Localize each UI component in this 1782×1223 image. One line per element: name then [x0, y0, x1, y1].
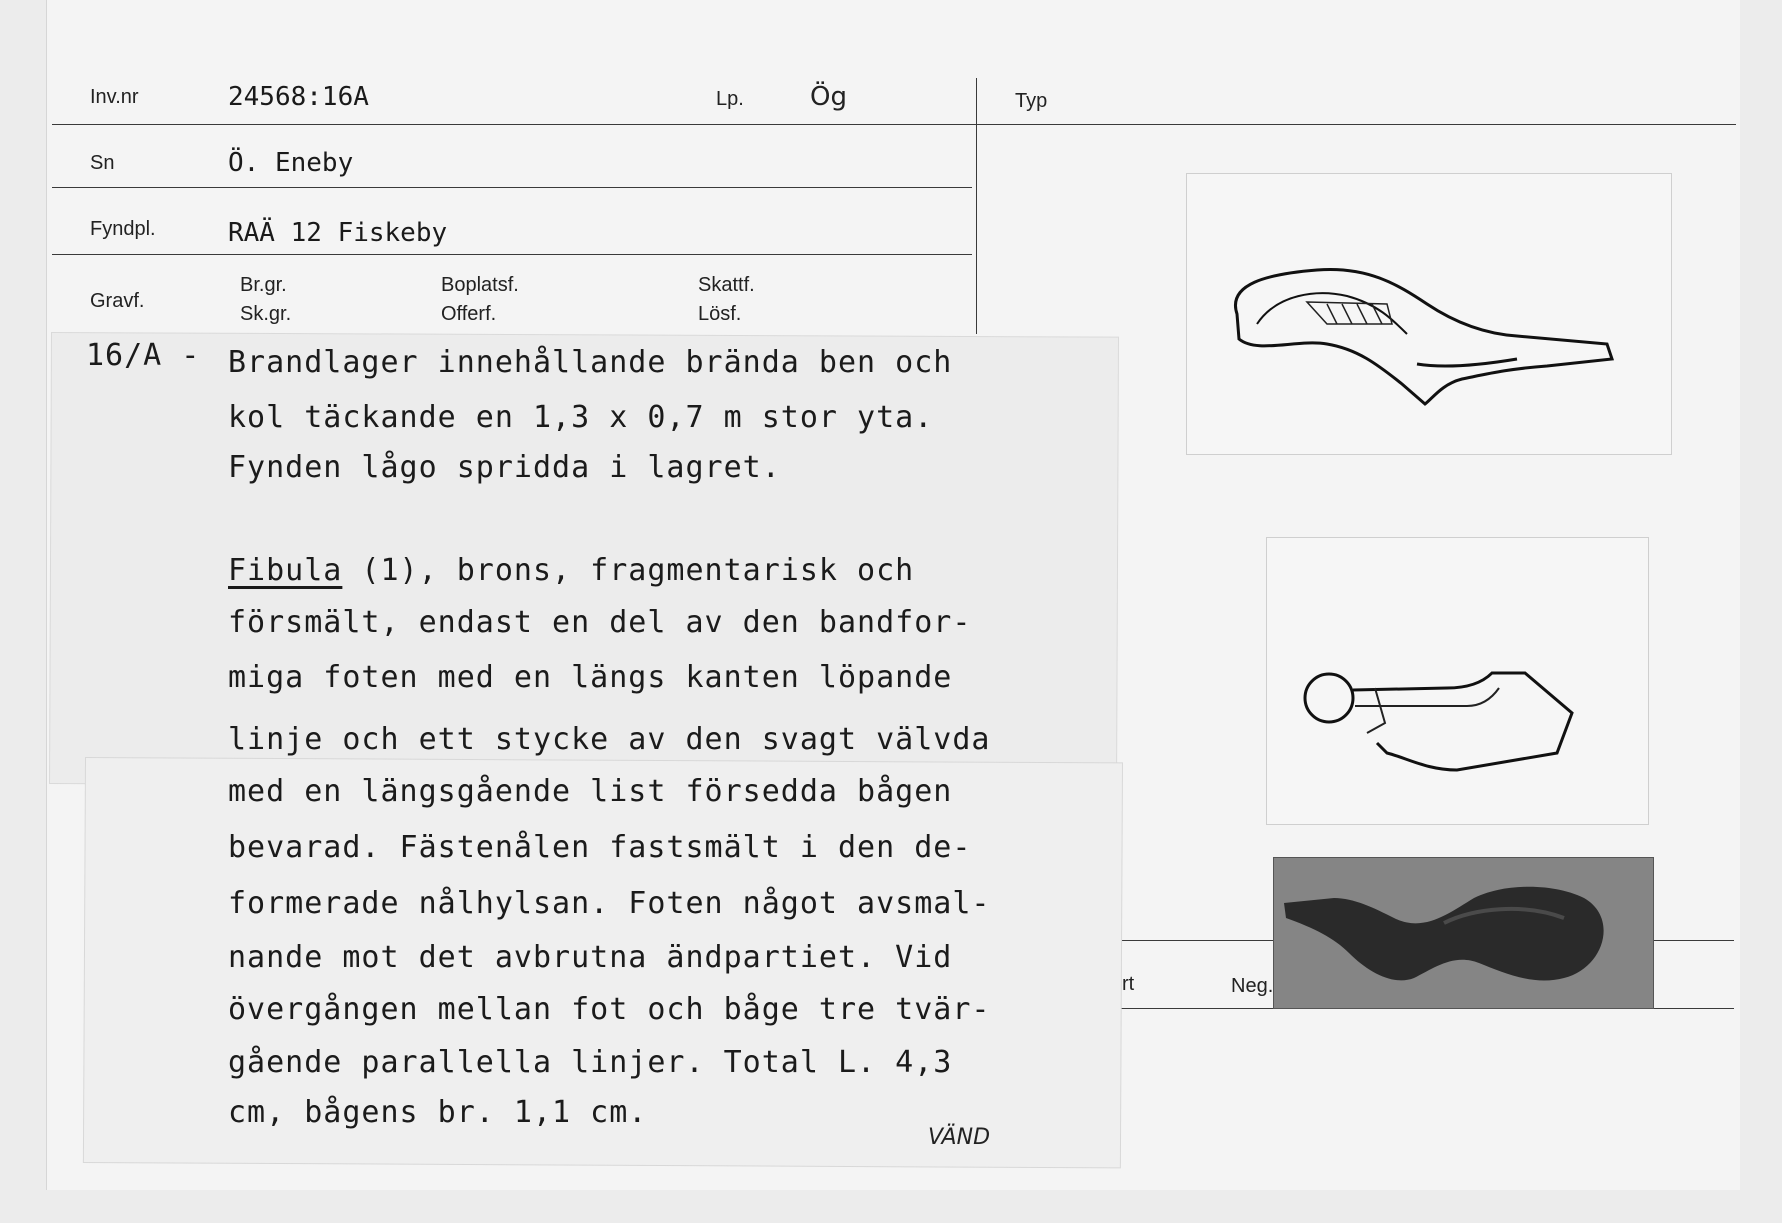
- lp-value: Ög: [810, 82, 847, 112]
- description-line: bevarad. Fästenålen fastsmält i den de-: [228, 830, 972, 865]
- typ-label: Typ: [1015, 90, 1048, 112]
- divider-row-fyndpl: [52, 254, 972, 255]
- description-line: formerade nålhylsan. Foten något avsmal-: [228, 886, 991, 921]
- fibula-word: Fibula: [228, 553, 343, 588]
- fyndpl-value: RAÄ 12 Fiskeby: [228, 218, 448, 248]
- description-line: försmält, endast en del av den bandfor-: [228, 605, 972, 640]
- description-line: kol täckande en 1,3 x 0,7 m stor yta.: [228, 400, 934, 435]
- description-line: cm, bågens br. 1,1 cm.: [228, 1095, 648, 1130]
- divider-row-inv: [52, 124, 1736, 125]
- description-line: gående parallella linjer. Total L. 4,3: [228, 1045, 953, 1080]
- fibula-side-view-drawing: [1266, 537, 1649, 825]
- neg-label: Neg.: [1231, 975, 1274, 997]
- description-line: med en längsgående list försedda bågen: [228, 774, 953, 809]
- fyndpl-label: Fyndpl.: [90, 218, 156, 240]
- lp-label: Lp.: [716, 88, 744, 110]
- fibula-photograph: [1273, 857, 1654, 1009]
- entry-prefix: 16/A -: [86, 338, 201, 373]
- fibula-heading-line: [228, 553, 914, 588]
- description-line: linje och ett stycke av den svagt välvda: [228, 722, 991, 757]
- description-line: Fynden lågo spridda i lagret.: [228, 450, 781, 485]
- typ-ort-label: rt: [1122, 973, 1135, 995]
- skattf-label: Skattf.: [698, 274, 755, 296]
- fibula-side-view-drawing-icon: [1267, 538, 1648, 824]
- offerf-label: Offerf.: [441, 303, 497, 325]
- turn-over-note: VÄND: [928, 1125, 991, 1150]
- fibula-top-view-drawing-icon: [1187, 174, 1671, 454]
- losf-label: Lösf.: [698, 303, 742, 325]
- brgr-label: Br.gr.: [240, 274, 287, 296]
- inv-value: 24568:16A: [228, 82, 369, 112]
- description-line: nande mot det avbrutna ändpartiet. Vid: [228, 940, 953, 975]
- description-line: miga foten med en längs kanten löpande: [228, 660, 953, 695]
- divider-vertical-typ: [976, 78, 977, 334]
- description-line: Brandlager innehållande brända ben och: [228, 345, 953, 380]
- divider-row-sn: [52, 187, 972, 188]
- fibula-photograph-icon: [1274, 858, 1653, 1008]
- sn-label: Sn: [90, 152, 115, 174]
- description-line: övergången mellan fot och båge tre tvär-: [228, 992, 991, 1027]
- fibula-top-view-drawing: [1186, 173, 1672, 455]
- gravf-label: Gravf.: [90, 290, 145, 312]
- skgr-label: Sk.gr.: [240, 303, 292, 325]
- sn-value: Ö. Eneby: [228, 148, 354, 178]
- fibula-rest: (1), brons, fragmentarisk och: [342, 553, 915, 588]
- inv-label: Inv.nr: [90, 86, 139, 108]
- boplatsf-label: Boplatsf.: [441, 274, 519, 296]
